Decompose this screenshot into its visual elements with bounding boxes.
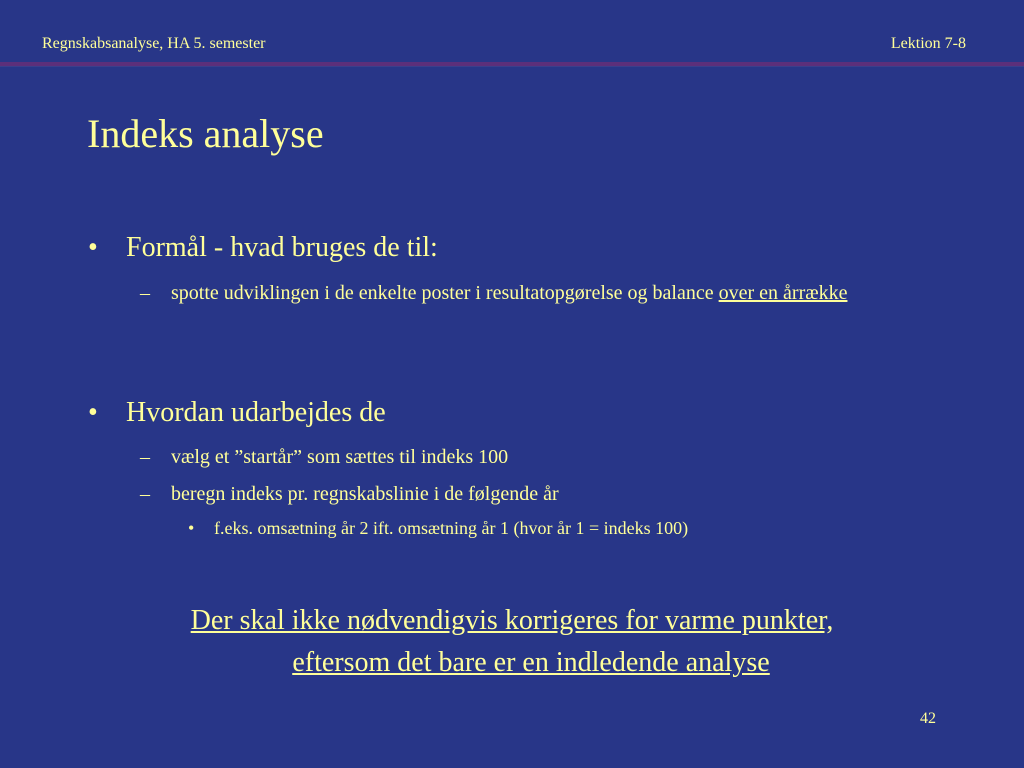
dash-icon: –: [140, 446, 150, 468]
section-purpose-heading: [88, 232, 438, 264]
item-text-plain: spotte udviklingen i de enkelte poster i resultatopgørelse og balance: [171, 282, 719, 304]
dash-icon: –: [140, 483, 150, 505]
item-text-underlined: over en årrække: [718, 282, 848, 304]
item-text: beregn indeks pr. regnskabslinie i de følgende år: [171, 483, 559, 505]
header-lecture-label: Lektion 7-8: [890, 35, 966, 52]
bullet-icon: •: [88, 397, 98, 428]
subitem-text: f.eks. omsætning år 2 ift. omsætning år 1 (hvor år 1 = indeks 100): [214, 518, 689, 538]
closing-line-1: Der skal ikke nødvendigvis korrigeres for varme punkter,: [190, 605, 834, 636]
closing-statement: [0, 600, 1024, 684]
bullet-icon: •: [88, 232, 98, 263]
section-method-item-1: [140, 441, 930, 473]
section-method-item-2: [140, 478, 930, 510]
page-number: 42: [920, 710, 936, 727]
closing-line-2: eftersom det bare er en indledende analyse: [292, 647, 770, 678]
section-method-subitem: [188, 518, 688, 539]
header-course-title: Regnskabsanalyse, HA 5. semester: [42, 35, 266, 52]
item-text: vælg et ”startår” som sættes til indeks 100: [171, 446, 509, 468]
section-heading-text: Hvordan udarbejdes de: [126, 397, 386, 428]
dash-icon: –: [140, 282, 150, 304]
section-purpose-item: [140, 277, 930, 309]
bullet-icon: •: [188, 518, 195, 538]
item-text: [171, 277, 930, 309]
slide-title: Indeks analyse: [87, 111, 324, 156]
section-method-heading: [88, 397, 386, 429]
section-heading-text: Formål - hvad bruges de til:: [126, 232, 438, 263]
